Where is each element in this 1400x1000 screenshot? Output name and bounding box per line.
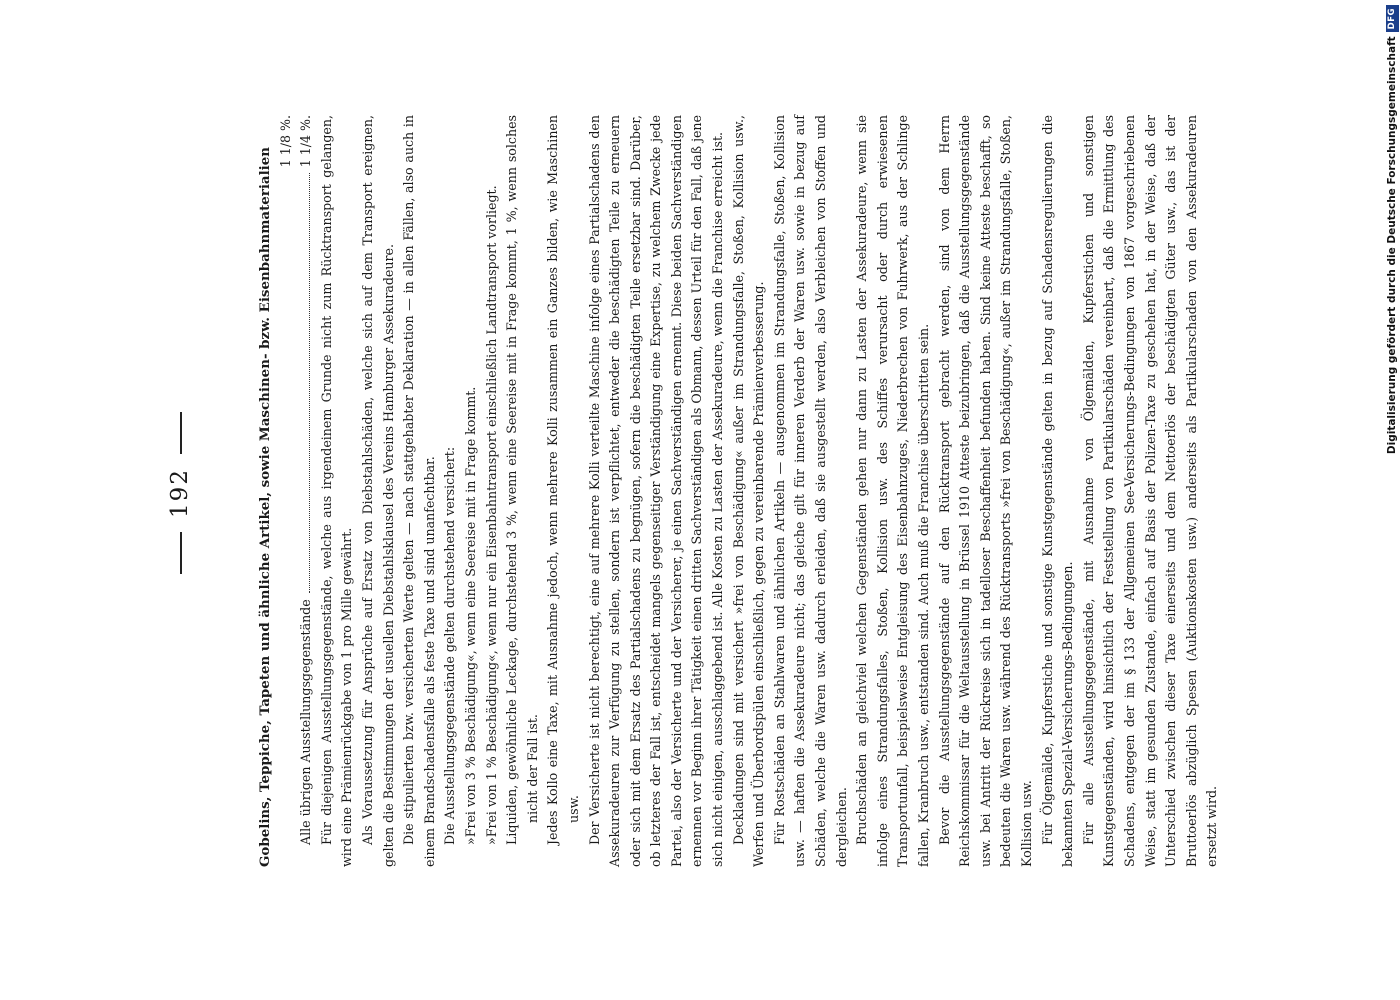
paragraph-liquids: Liquiden, gewöhnliche Leckage, durchstehend 3 %, wenn eine Seereise mit in Frage kommt, 1 %, wenn solches nicht der Fall ist.: [504, 115, 540, 845]
paragraph-deck-cargo: Deckladungen sind mit versichert »frei von Beschädigung« außer im Strandungsfalle, Stoßen, Kollision usw., Werfen und Überbordspülen einschließlich, gegen zu vereinbarende Prämienverbesserung.: [730, 115, 767, 867]
rate-line-2-label: Alle übrigen Ausstellungsgegenstände: [298, 599, 314, 845]
page-number-dash-left: [180, 532, 182, 574]
paragraph-sea-franchise: »Frei von 3 % Beschädigung«, wenn eine Seereise mit in Frage kommt.: [462, 386, 478, 845]
page-body: [255, 115, 1223, 867]
paragraph-each-package: Jedes Kollo eine Taxe, mit Ausnahme jedoch, wenn mehrere Kolli zusammen ein Ganzes bilden, wie Maschinen usw.: [545, 115, 581, 845]
rate-line-2-value: 1 1/4 %.: [298, 115, 314, 168]
digitization-credit-text: Digitalisierung gefördert durch die Deutsche Forschungsgemeinschaft: [1386, 36, 1398, 455]
digitization-credit: [1384, 5, 1400, 990]
paragraph-return-transport: Bevor die Ausstellungsgegenstände auf den Rücktransport gebracht werden, sind von dem Herrn Reichskommissar für die Weltausstellung in Brüssel 1910 Atteste beizubringen, daß die Ausstellungsgegenstände usw. bei Antritt der Rückreise sich in tadelloser Beschaffenheit befunden haben. Sind keine Atteste beschafft, so bedeuten die Waren usw. während des Rücktransports »frei von Beschädigung«, außer im Strandungsfalle, Stoßen, Kollision usw.: [936, 115, 1034, 867]
dfg-logo: DFG: [1386, 5, 1399, 32]
rate-line-1-value: 1 1/8 %.: [277, 115, 293, 168]
section-heading: Gobelins, Teppiche, Tapeten und ähnliche Artikel, sowie Maschinen- bzw. Eisenbahnmaterialien: [257, 146, 273, 867]
paragraph-rust-damage: Für Rostschäden an Stahlwaren und ähnlichen Artikeln — ausgenommen im Strandungsfalle, Stoßen, Kollision usw. — haften die Assekuradeure nicht; das gleiche gilt für inneren Verderb der Waren usw. sowie in bezug auf Schäden, welche die Waren usw. dadurch erleiden, daß sie ausgestellt werden, also Verbleichen von Stoffen und dergleichen.: [771, 115, 849, 867]
page-number-text: 192: [167, 468, 193, 518]
paragraph-theft-clause: Als Voraussetzung für Ansprüche auf Ersatz von Diebstahlschäden, welche sich auf dem Transport ereignen, gelten die Bestimmungen der usuellen Diebstahlsklausel des Vereins Hamburger Assekuradeure.: [359, 115, 396, 867]
paragraph-rail-franchise: »Frei von 1 % Beschädigung«, wenn nur ein Eisenbahntransport einschließlich Landtransport vorliegt.: [483, 185, 499, 845]
paragraph-breakage: Bruchschäden an gleichviel welchen Gegenständen gehen nur dann zu Lasten der Assekuradeure, wenn sie infolge eines Strandungsfalles, Stoßen, Kollision usw. des Schiffes verursacht oder durch erwiesenen Transportunfall, beispielsweise Entgleisung des Eisenbahnzuges, Niederbrechen von Fuhrwerk, aus der Schlinge fallen, Kranbruch usw., entstanden sind. Auch muß die Franchise überschritten sein.: [854, 115, 931, 867]
rotated-scan-page: [150, 93, 1260, 893]
paragraph-insured-terms: Die Ausstellungsgegenstände gelten durchstehend versichert:: [442, 446, 458, 845]
page-number: [150, 93, 210, 893]
dot-leader: [309, 173, 310, 593]
paragraph-particular-damage: Für alle Ausstellungsgegenstände, mit Ausnahme von Ölgemälden, Kupferstichen und sonstigen Kunstgegenständen, wird hinsichtlich der Feststellung von Partikularschäden vereinbart, daß die Ermittlung des Schadens, entgegen der im § 133 der Allgemeinen See-Versicherungs-Bedingungen von 1867 vorgeschriebenen Weise, statt im gesunden Zustande, einfach auf Basis der Polizen-Taxe zu geschehen hat, in der Weise, daß der Unterschied zwischen dieser Taxe einerseits und dem Nettoerlös der beschädigten Güter usw., das ist der Bruttoerlös abzüglich Spesen (Auktionskosten usw.) anderseits als Partikularschaden von den Assekuradeuren ersetzt wird.: [1080, 115, 1220, 867]
paragraph-machine-damage: Der Versicherte ist nicht berechtigt, eine auf mehrere Kolli verteilte Maschine infolge eines Partialschadens den Assekuradeuren zur Verfügung zu stellen, sondern ist verpflichtet, entweder die beschädigten Teile zu erneuern oder sich mit dem Ersatz des Partialschadens zu begnügen, sofern die beschädigten Teile ersetzbar sind. Darüber, ob letzteres der Fall ist, entscheidet mangels gegenseitiger Verständigung eine Expertise, zu welchem Zwecke jede Partei, also der Versicherte und der Versicherer, je einen Sachverständigen ernennt. Diese beiden Sachverständigen ernennen vor Beginn ihrer Tätigkeit einen dritten Sachverständigen als Obmann, dessen Urteil für den Fall, daß jene sich nicht einigen, ausschlaggebend ist. Alle Kosten zu Lasten der Assekuradeure, wenn die Franchise erreicht ist.: [586, 115, 726, 867]
paragraph-return-premium: Für diejenigen Ausstellungsgegenstände, welche aus irgendeinem Grunde nicht zum Rücktransport gelangen, wird eine Prämienrückgabe von 1 pro Mille gewährt.: [318, 115, 355, 867]
paragraph-fixed-values: Die stipulierten bzw. versicherten Werte gelten — nach stattgehabter Deklaration — in allen Fällen, also auch in einem Brandschadensfalle als feste Taxe und sind unanfechtbar.: [401, 115, 437, 867]
paragraph-artworks: Für Ölgemälde, Kupferstiche und sonstige Kunstgegenstände gelten in bezug auf Schadensregulierungen die bekannten Spezial-Versicherungs-Bedingungen.: [1039, 115, 1076, 867]
page-number-dash-right: [180, 412, 182, 454]
rate-line-2: [296, 115, 317, 867]
